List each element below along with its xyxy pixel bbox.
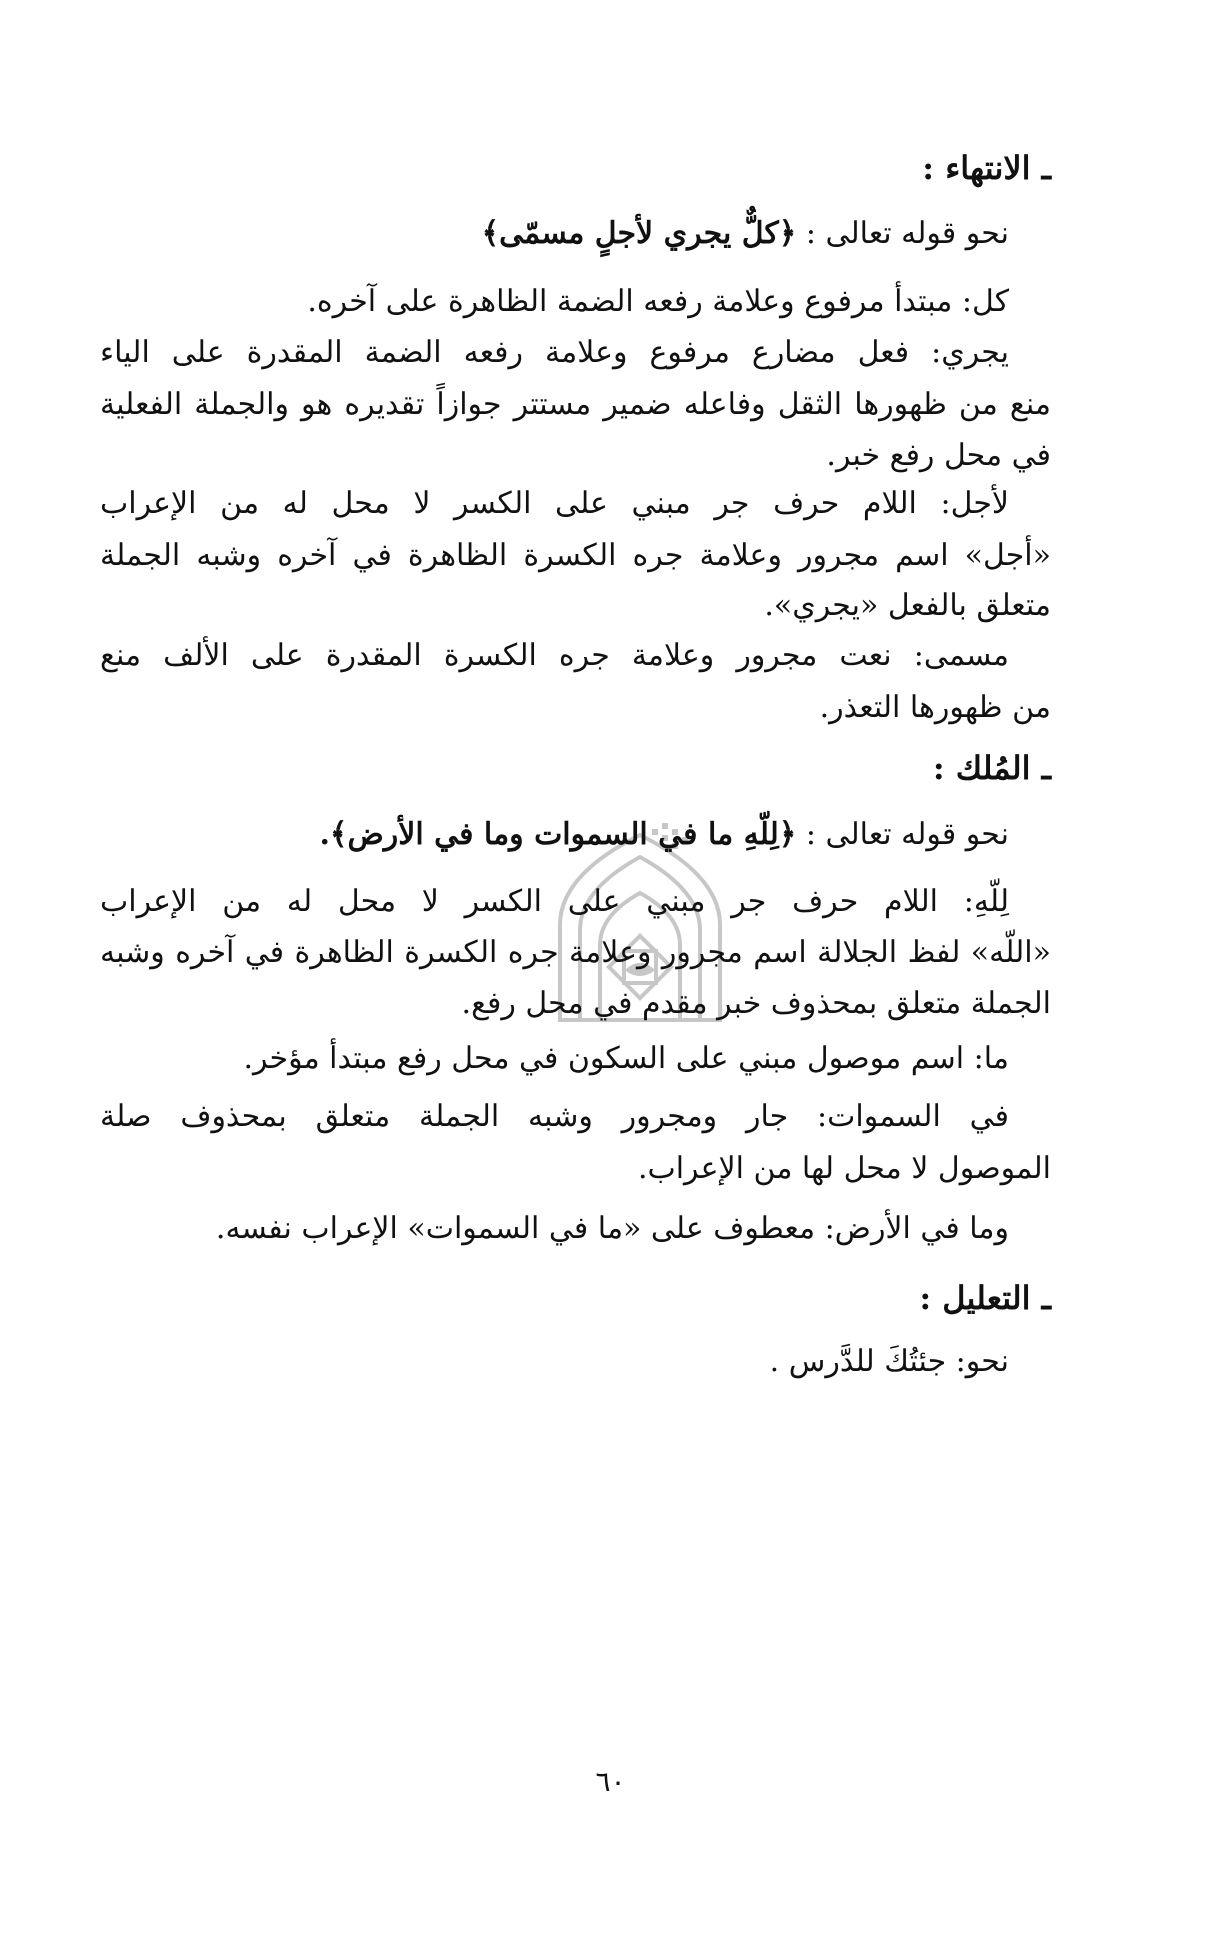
example-prefix: نحو قوله تعالى :: [796, 817, 1009, 852]
paragraph-yajri-line1: يجري: فعل مضارع مرفوع وعلامة رفعه الضمة المقدرة على الياء: [100, 335, 1009, 370]
heading-milk: ـ المُلك :: [932, 749, 1051, 787]
paragraph-wama: وما في الأرض: معطوف على «ما في السموات» الإعراب نفسه.: [215, 1211, 1009, 1246]
paragraph-yajri-line3: في محل رفع خبر.: [826, 438, 1051, 473]
quran-verse: ﴿لِلّهِ ما في السموات وما في الأرض﴾.: [319, 817, 797, 852]
paragraph-musamma-line1: مسمى: نعت مجرور وعلامة جره الكسرة المقدرة على الألف منع: [100, 638, 1009, 673]
paragraph-samawat-line2: الموصول لا محل لها من الإعراب.: [637, 1151, 1051, 1186]
paragraph-liajal-line1: لأجل: اللام حرف جر مبني على الكسر لا محل له من الإعراب: [100, 486, 1009, 521]
example-milk: [100, 815, 1009, 855]
paragraph-liajal-line3: متعلق بالفعل «يجري».: [764, 588, 1051, 623]
paragraph-lillah-line2: «اللّه» لفظ الجلالة اسم مجرور وعلامة جره الكسرة الظاهرة في آخره وشبه: [100, 935, 1051, 970]
heading-intiha: ـ الانتهاء :: [922, 149, 1051, 187]
paragraph-kull: كل: مبتدأ مرفوع وعلامة رفعه الضمة الظاهرة على آخره.: [307, 284, 1009, 319]
paragraph-samawat-line1: في السموات: جار ومجرور وشبه الجملة متعلق بمحذوف صلة: [100, 1099, 1009, 1134]
paragraph-ma: ما: اسم موصول مبني على السكون في محل رفع مبتدأ مؤخر.: [243, 1041, 1009, 1076]
heading-talil: ـ التعليل :: [919, 1279, 1051, 1317]
paragraph-yajri-line2: منع من ظهورها الثقل وفاعله ضمير مستتر جوازاً تقديره هو والجملة الفعلية: [100, 387, 1051, 422]
paragraph-musamma-line2: من ظهورها التعذر.: [819, 690, 1051, 725]
paragraph-lillah-line3: الجملة متعلق بمحذوف خبر مقدم في محل رفع.: [461, 986, 1051, 1021]
paragraph-liajal-line2: «أجل» اسم مجرور وعلامة جره الكسرة الظاهرة في آخره وشبه الجملة: [100, 538, 1051, 573]
example-talil: نحو: جئتُكَ للدَّرس .: [769, 1344, 1009, 1379]
quran-verse: ﴿كلٌّ يجري لأجلٍ مسمّى﴾: [481, 216, 797, 251]
example-prefix: نحو قوله تعالى :: [796, 216, 1009, 251]
paragraph-lillah-line1: لِلّهِ: اللام حرف جر مبني على الكسر لا محل له من الإعراب: [100, 884, 1009, 919]
example-intiha: [100, 214, 1009, 254]
page-number: ٦٠: [595, 1765, 626, 1798]
